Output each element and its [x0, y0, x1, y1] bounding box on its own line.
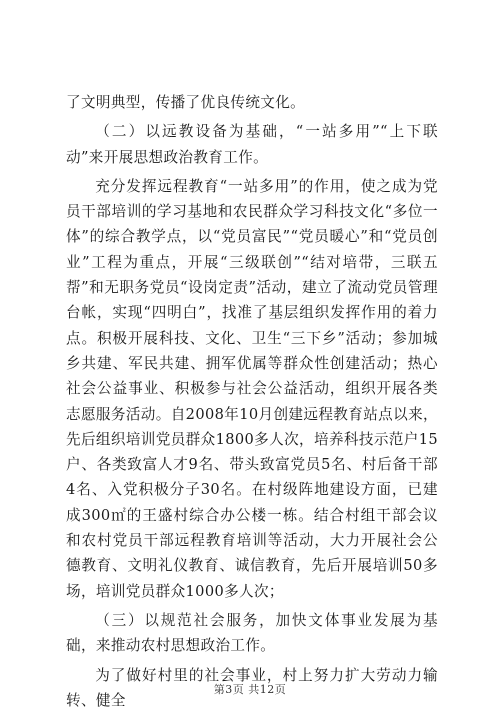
- paragraph-body: 充分发挥远程教育“一站多用”的作用，使之成为党员干部培训的学习基地和农民群众学习科技文化“多位一体”的综合教学点，以“党员富民”“党员暖心”和“党员创业”工程为重点，开展“三级联创”“结对培带，三联五帮”和无职务党员“设岗定责”活动，建立了流动党员管理台帐，实现“四明白”，找准了基层组织发挥作用的着力点。积极开展科技、文化、卫生“三下乡”活动；参加城乡共建、军民共建、拥军优属等群众性创建活动；热心社会公益事业、积极参与社会公益活动，组织开展各类志愿服务活动。自2008年10月创建远程教育站点以来，先后组织培训党员群众1800多人次，培养科技示范户15户、各类致富人才9名、带头致富党员5名、村后备干部4名、入党积极分子30名。在村级阵地建设方面，已建成300㎡的王盛村综合办公楼一栋。结合村组干部会议和农村党员干部远程教育培训等活动，大力开展社会公德教育、文明礼仪教育、诚信教育，先后开展培训50多场，培训党员群众1000多人次；: [66, 177, 438, 600]
- paragraph-final: 为了做好村里的社会事业，村上努力扩大劳动力输转、健全: [66, 666, 438, 709]
- paragraph-continuation: 了文明典型，传播了优良传统文化。: [66, 94, 306, 111]
- section-heading-3: （三）以规范社会服务，加快文体事业发展为基础，来推动农村思想政治工作。: [66, 611, 438, 655]
- section-heading-2: （二）以远教设备为基础，“一站多用”“上下联动”来开展思想政治教育工作。: [66, 123, 438, 166]
- document-body: [66, 90, 438, 713]
- page-footer: 第3页 共12页: [213, 683, 287, 696]
